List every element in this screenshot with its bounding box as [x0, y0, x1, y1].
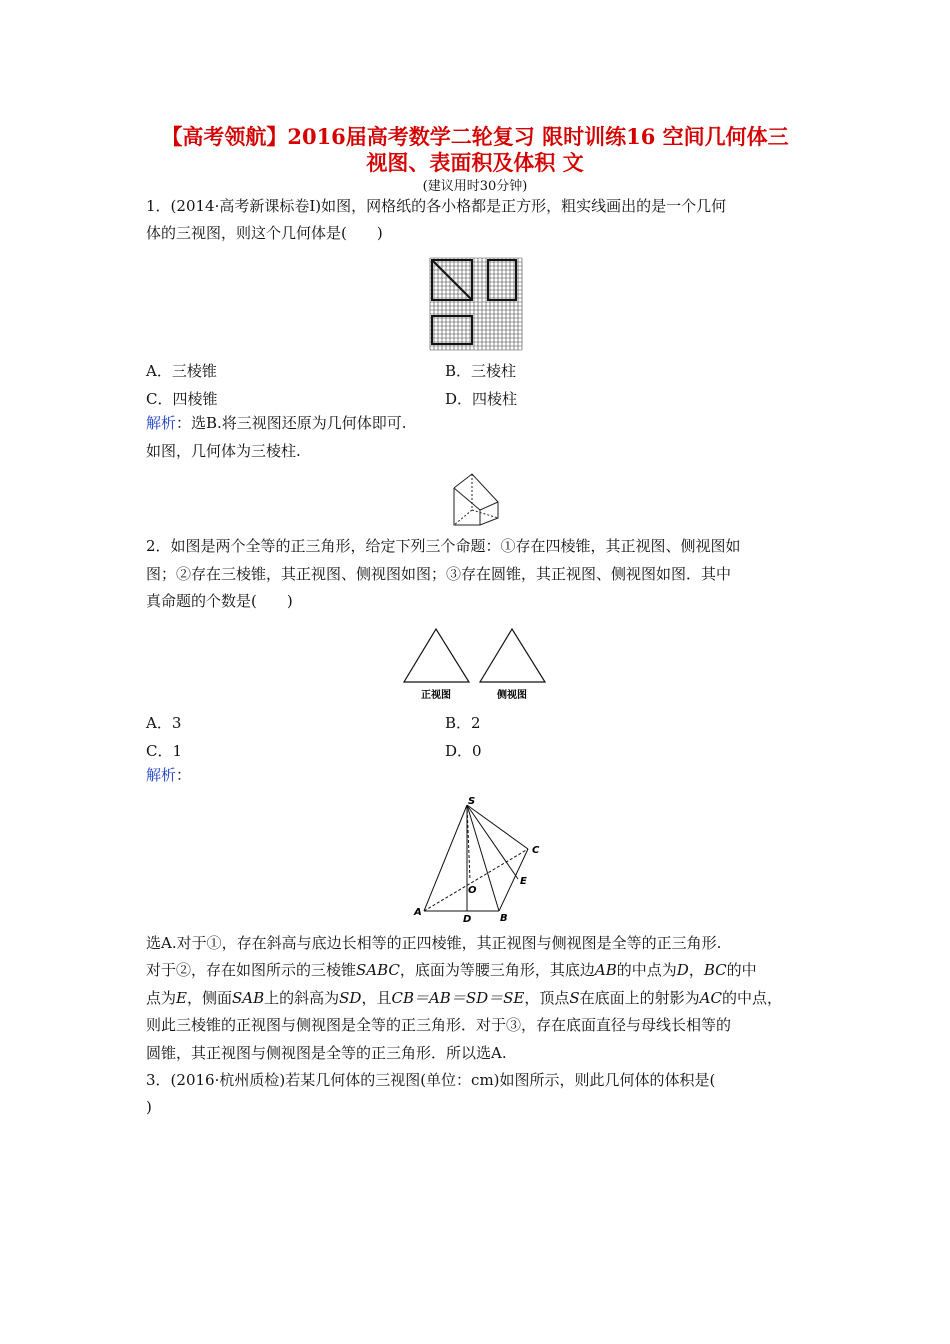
- label-o: O: [468, 885, 477, 896]
- title-line-2: 视图、表面积及体积 文: [366, 150, 584, 175]
- document-title: [0, 124, 950, 176]
- var-sab: SAB: [231, 989, 265, 1007]
- var-bc: BC: [703, 961, 727, 979]
- title-line-1: 【高考领航】2016届高考数学二轮复习 限时训练16 空间几何体三: [161, 124, 789, 149]
- q2-stem-line-2: 图；②存在三棱锥，其正视图、侧视图如图；③存在圆锥，其正视图、侧视图如图．其中: [146, 565, 732, 583]
- side-view-triangle: [480, 629, 545, 682]
- front-view-label: 正视图: [421, 690, 451, 701]
- side-view-label: 侧视图: [497, 690, 527, 701]
- var-s: S: [569, 989, 580, 1007]
- q2-option-a: A．3: [146, 714, 182, 732]
- var-ac: AC: [699, 989, 722, 1007]
- q1-grid-three-views-figure: [428, 256, 524, 352]
- q1-analysis-label: 解析: [146, 414, 177, 432]
- q2-solution-line-3: [146, 985, 806, 1012]
- q2-analysis-label: 解析: [146, 766, 177, 784]
- q2-front-side-views-figure: [400, 626, 550, 704]
- var-sabc: SABC: [356, 961, 400, 979]
- q1-option-b: B．三棱柱: [445, 362, 517, 380]
- text: ，顶点: [524, 989, 570, 1007]
- q1-analysis: [146, 410, 806, 437]
- q2-stem-line-3: 真命题的个数是( ): [146, 592, 293, 610]
- q2-stem-line-1: 2．如图是两个全等的正三角形，给定下列三个命题：①存在四棱锥，其正视图、侧视图如: [146, 537, 741, 555]
- q2-solution-line-2: [146, 957, 806, 984]
- suggested-time: (建议用时30分钟): [422, 179, 528, 194]
- q2-option-c: C．1: [146, 742, 183, 760]
- text: 点为: [146, 989, 177, 1007]
- q1-triangular-prism-figure: [448, 470, 506, 528]
- q2-solution-line-1: 选A.对于①，存在斜高与底边长相等的正四棱锥，其正视图与侧视图是全等的正三角形.: [146, 934, 722, 952]
- text: ，且: [361, 989, 392, 1007]
- q3-stem-line-2: ): [146, 1098, 152, 1116]
- text: 的中点为: [616, 961, 677, 979]
- label-c: C: [532, 845, 540, 856]
- q1-stem-line-1: 1．(2014·高考新课标卷Ⅰ)如图，网格纸的各小格都是正方形，粗实线画出的是一个几何: [146, 197, 727, 215]
- q3-stem-line-1: 3．(2016·杭州质检)若某几何体的三视图(单位：cm)如图所示，则此几何体的体积是(: [146, 1071, 716, 1089]
- var-d: D: [676, 961, 689, 979]
- var-sd: SD: [339, 989, 362, 1007]
- q2-option-d: D．0: [445, 742, 482, 760]
- text: ，底面为等腰三角形，其底边: [399, 961, 595, 979]
- q1-option-c: C．四棱锥: [146, 390, 218, 408]
- q2-analysis: [146, 762, 806, 789]
- q1-analysis-text: ：选B.将三视图还原为几何体即可.: [176, 414, 407, 432]
- text: 在底面上的射影为: [579, 989, 700, 1007]
- q1-option-d: D．四棱柱: [445, 390, 518, 408]
- q1-note: 如图，几何体为三棱柱.: [146, 442, 301, 460]
- q1-stem-line-2: 体的三视图，则这个几何体是( ): [146, 224, 383, 242]
- q2-pyramid-sabc-figure: [410, 795, 550, 925]
- text: 的中点，: [721, 989, 782, 1007]
- text: ，: [688, 961, 704, 979]
- q2-solution-line-5: 圆锥，其正视图与侧视图是全等的正三角形．所以选A.: [146, 1044, 507, 1062]
- text: 对于②，存在如图所示的三棱锥: [146, 961, 357, 979]
- label-b: B: [500, 913, 508, 924]
- label-d: D: [463, 914, 472, 925]
- q2-analysis-colon: ：: [176, 766, 192, 784]
- q2-option-b: B．2: [445, 714, 481, 732]
- var-ab: AB: [594, 961, 617, 979]
- text: 的中: [726, 961, 757, 979]
- text: ，侧面: [186, 989, 232, 1007]
- var-e: E: [176, 989, 187, 1007]
- label-e: E: [520, 876, 527, 887]
- q1-option-a: A．三棱锥: [146, 362, 217, 380]
- text: 上的斜高为: [264, 989, 340, 1007]
- label-a: A: [414, 907, 422, 918]
- front-view-triangle: [404, 629, 469, 682]
- label-s: S: [468, 796, 476, 807]
- equation: CB＝AB＝SD＝SE: [391, 989, 525, 1007]
- q2-solution-line-4: 则此三棱锥的正视图与侧视图是全等的正三角形．对于③，存在底面直径与母线长相等的: [146, 1016, 732, 1034]
